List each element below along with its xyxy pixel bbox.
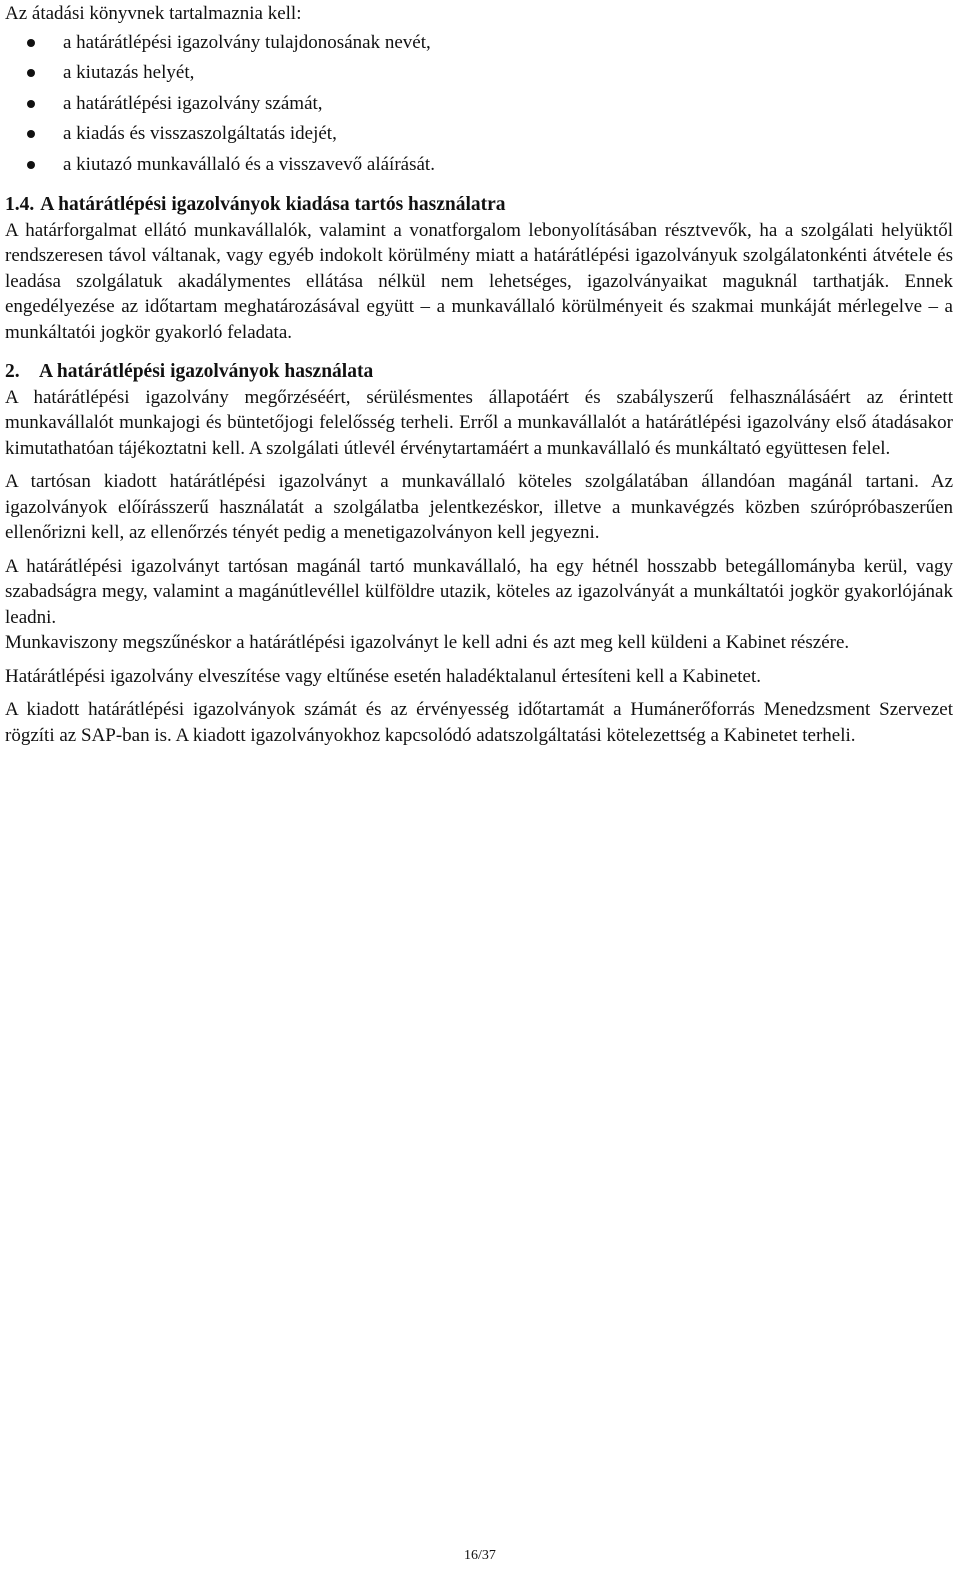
section-paragraph: A kiadott határátlépési igazolványok számát és az érvényesség időtartamát a Humánerőforrás Menedzsment Szervezet rögzíti az SAP-ban is. A kiadott igazolványokhoz kapcsolódó adatszolgáltatási kötelezettség a Kabinetet terheli.: [5, 699, 953, 746]
section-paragraph: A határátlépési igazolvány megőrzéséért, sérülésmentes állapotáért és szabályszerű felhasználásáért az érintett munkavállalót munkajogi és büntetőjogi felelősség terheli. Erről a munkavállalót a határátlépési igazolvány első átadásakor kimutathatóan tájékoztatni kell. A szolgálati útlevél érvénytartamáért a munkavállaló és munkáltató együttesen felel.: [5, 386, 953, 459]
list-item-text: a kiutazó munkavállaló és a visszavevő aláírását.: [63, 153, 435, 175]
page-number: 16/37: [464, 1548, 496, 1563]
section-paragraph: Munkaviszony megszűnéskor a határátlépési igazolványt le kell adni és azt meg kell küldeni a Kabinet részére.: [5, 632, 850, 653]
section-heading-1-4: [5, 192, 953, 218]
list-item: [5, 121, 953, 147]
list-item-text: a kiadás és visszaszolgáltatás idejét,: [63, 123, 337, 144]
bullet-icon: [27, 161, 35, 169]
section-paragraph: A határátlépési igazolványt tartósan magánál tartó munkavállaló, ha egy hétnél hosszabb betegállományba kerül, vagy szabadságra megy, valamint a magánútlevéllel külföldre utazik, köteles az igazolványát a munkáltatói jogkör gyakorlójának leadni.: [5, 555, 953, 628]
bullet-list: [5, 30, 953, 178]
bullet-icon: [27, 39, 35, 47]
section-heading-2: [5, 359, 953, 385]
bullet-icon: [27, 100, 35, 108]
section-title: A határátlépési igazolványok használata: [39, 361, 374, 382]
list-item: [5, 60, 953, 86]
section-paragraph: Határátlépési igazolvány elveszítése vagy eltűnése esetén haladéktalanul értesíteni kell a Kabinetet.: [5, 665, 761, 687]
section-number: 1.4.: [5, 194, 35, 215]
list-item: [5, 30, 953, 56]
list-item-text: a határátlépési igazolvány számát,: [63, 92, 323, 114]
bullet-icon: [27, 130, 35, 138]
section-paragraph: A tartósan kiadott határátlépési igazolványt a munkavállaló köteles szolgálatában állandóan magánál tartani. Az igazolványok előírásszerű használatát a szolgálatba jelentkezéskor, illetve a munkavégzés közben szúrópróbaszerűen ellenőrizni kell, az ellenőrzés tényét pedig a menetigazolványon kell jegyezni.: [5, 471, 953, 543]
bullet-icon: [27, 69, 35, 77]
list-item-text: a határátlépési igazolvány tulajdonosának nevét,: [63, 31, 431, 53]
section-number: 2.: [5, 361, 20, 382]
intro-text: Az átadási könyvnek tartalmaznia kell:: [5, 3, 302, 24]
section-paragraph: A határforgalmat ellátó munkavállalók, valamint a vonatforgalom lebonyolításában résztvevők, ha a szolgálati helyüktől rendszeresen távol váltanak, vagy egyéb indokolt körülmény miatt a határátlépési igazolványuk szolgálatonkénti átvétele és leadása szolgálatuk akadálymentes ellátása nélkül nem lehetséges, igazolványaikat maguknál tarthatják. Ennek engedélyezése az időtartam meghatározásával együtt – a munkavállaló körülményeit és szakmai munkáját mérlegelve – a munkáltatói jogkör gyakorló feladata.: [5, 219, 953, 343]
list-item: [5, 91, 953, 117]
section-title: A határátlépési igazolványok kiadása tartós használatra: [40, 194, 506, 215]
list-item-text: a kiutazás helyét,: [63, 62, 195, 83]
list-item: [5, 152, 953, 178]
document-page: [5, 0, 953, 748]
